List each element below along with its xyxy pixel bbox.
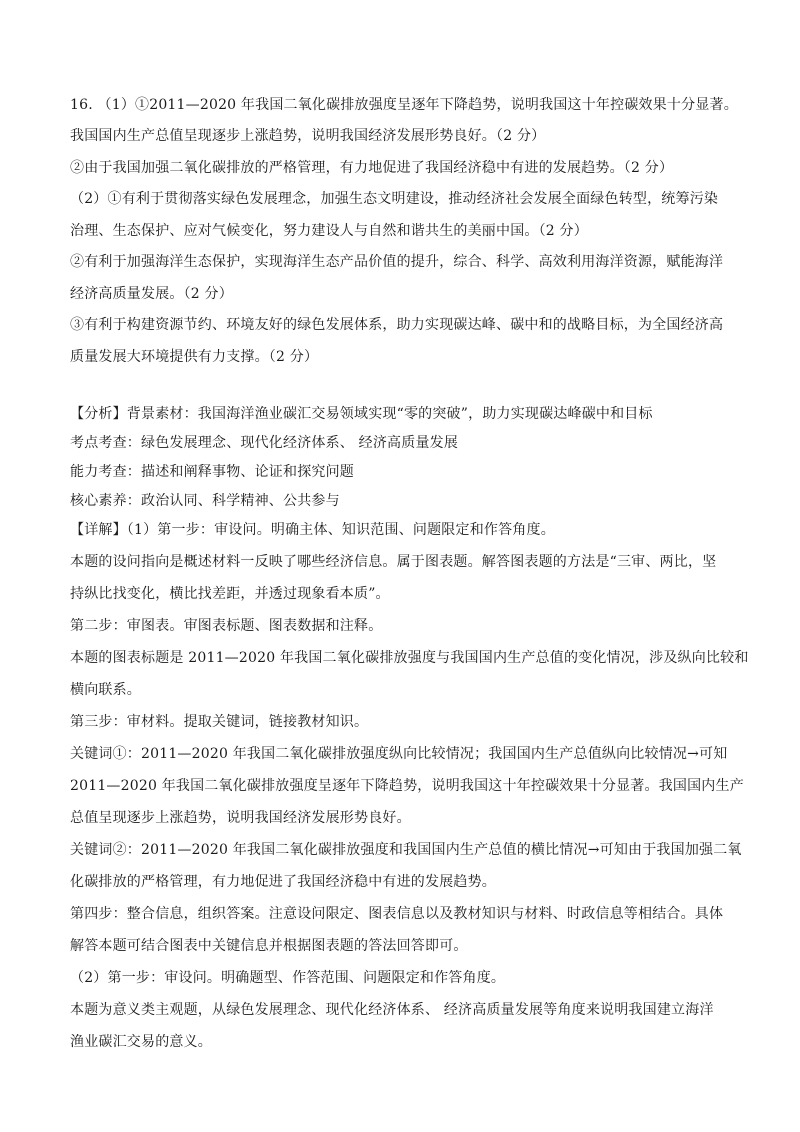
detail-line: 第二步：审图表。审图表标题、图表数据和注释。 bbox=[70, 618, 383, 634]
answer-line: 经济高质量发展。（2 分） bbox=[70, 286, 233, 302]
analysis-line: 能力考查：描述和阐释事物、论证和探究问题 bbox=[70, 464, 354, 480]
detail-line: 本题的图表标题是 2011—2020 年我国二氧化碳排放强度与我国国内生产总值的变化情况，涉及纵向比较和 bbox=[70, 650, 749, 666]
detail-line: 总值呈现逐步上涨趋势，说明我国经济发展形势良好。 bbox=[70, 810, 411, 826]
detail-line: 渔业碳汇交易的意义。 bbox=[70, 1034, 212, 1050]
answer-line: 16. （1）①2011—2020 年我国二氧化碳排放强度呈逐年下降趋势，说明我国这十年控碳效果十分显著。 bbox=[70, 97, 738, 113]
detail-line: 第三步：审材料。提取关键词，链接教材知识。 bbox=[70, 714, 369, 730]
detail-line: 本题的设问指向是概述材料一反映了哪些经济信息。属于图表题。解答图表题的方法是“三审、两比，坚 bbox=[70, 554, 717, 570]
detail-line: 本题为意义类主观题，从绿色发展理念、现代化经济体系、 经济高质量发展等角度来说明我国建立海洋 bbox=[70, 1002, 714, 1018]
detail-line: 化碳排放的严格管理，有力地促进了我国经济稳中有进的发展趋势。 bbox=[70, 874, 496, 890]
detail-line: 持纵比找变化，横比找差距，并透过现象看本质”。 bbox=[70, 586, 390, 602]
answer-line: ②有利于加强海洋生态保护，实现海洋生态产品价值的提升，综合、科学、高效利用海洋资源，赋能海洋 bbox=[70, 254, 724, 270]
detail-line: 【详解】（1）第一步：审设问。明确主体、知识范围、问题限定和作答角度。 bbox=[70, 522, 555, 538]
answer-line: 质量发展大环境提供有力支撑。（2 分） bbox=[70, 349, 319, 365]
analysis-line: 考点考查：绿色发展理念、现代化经济体系、 经济高质量发展 bbox=[70, 435, 459, 451]
answer-line: 我国国内生产总值呈现逐步上涨趋势，说明我国经济发展形势良好。（2 分） bbox=[70, 128, 546, 144]
detail-line: 关键词①：2011—2020 年我国二氧化碳排放强度纵向比较情况；我国国内生产总值纵向比较情况→可知 bbox=[70, 746, 728, 762]
answer-line: （2）①有利于贯彻落实绿色发展理念，加强生态文明建设，推动经济社会发展全面绿色转型，统筹污染 bbox=[70, 191, 719, 207]
detail-line: 2011—2020 年我国二氧化碳排放强度呈逐年下降趋势，说明我国这十年控碳效果十分显著。我国国内生产 bbox=[70, 778, 744, 794]
detail-line: （2）第一步：审设问。明确题型、作答范围、问题限定和作答角度。 bbox=[70, 970, 506, 986]
detail-line: 关键词②：2011—2020 年我国二氧化碳排放强度和我国国内生产总值的横比情况→可知由于我国加强二氧 bbox=[70, 842, 742, 858]
analysis-line: 核心素养：政治认同、科学精神、公共参与 bbox=[70, 493, 340, 509]
answer-line: ②由于我国加强二氧化碳排放的严格管理，有力地促进了我国经济稳中有进的发展趋势。（2 分） bbox=[70, 160, 674, 176]
detail-line: 第四步：整合信息，组织答案。注意设问限定、图表信息以及教材知识与材料、时政信息等相结合。具体 bbox=[70, 906, 724, 922]
detail-line: 横向联系。 bbox=[70, 682, 141, 698]
analysis-line: 【分析】背景素材：我国海洋渔业碳汇交易领域实现“零的突破”，助力实现碳达峰碳中和目标 bbox=[70, 406, 653, 422]
detail-line: 解答本题可结合图表中关键信息并根据图表题的答法回答即可。 bbox=[70, 938, 468, 954]
answer-line: 治理、生态保护、应对气候变化，努力建设人与自然和谐共生的美丽中国。（2 分） bbox=[70, 223, 588, 239]
answer-line: ③有利于构建资源节约、环境友好的绿色发展体系，助力实现碳达峰、碳中和的战略目标，为全国经济高 bbox=[70, 317, 724, 333]
